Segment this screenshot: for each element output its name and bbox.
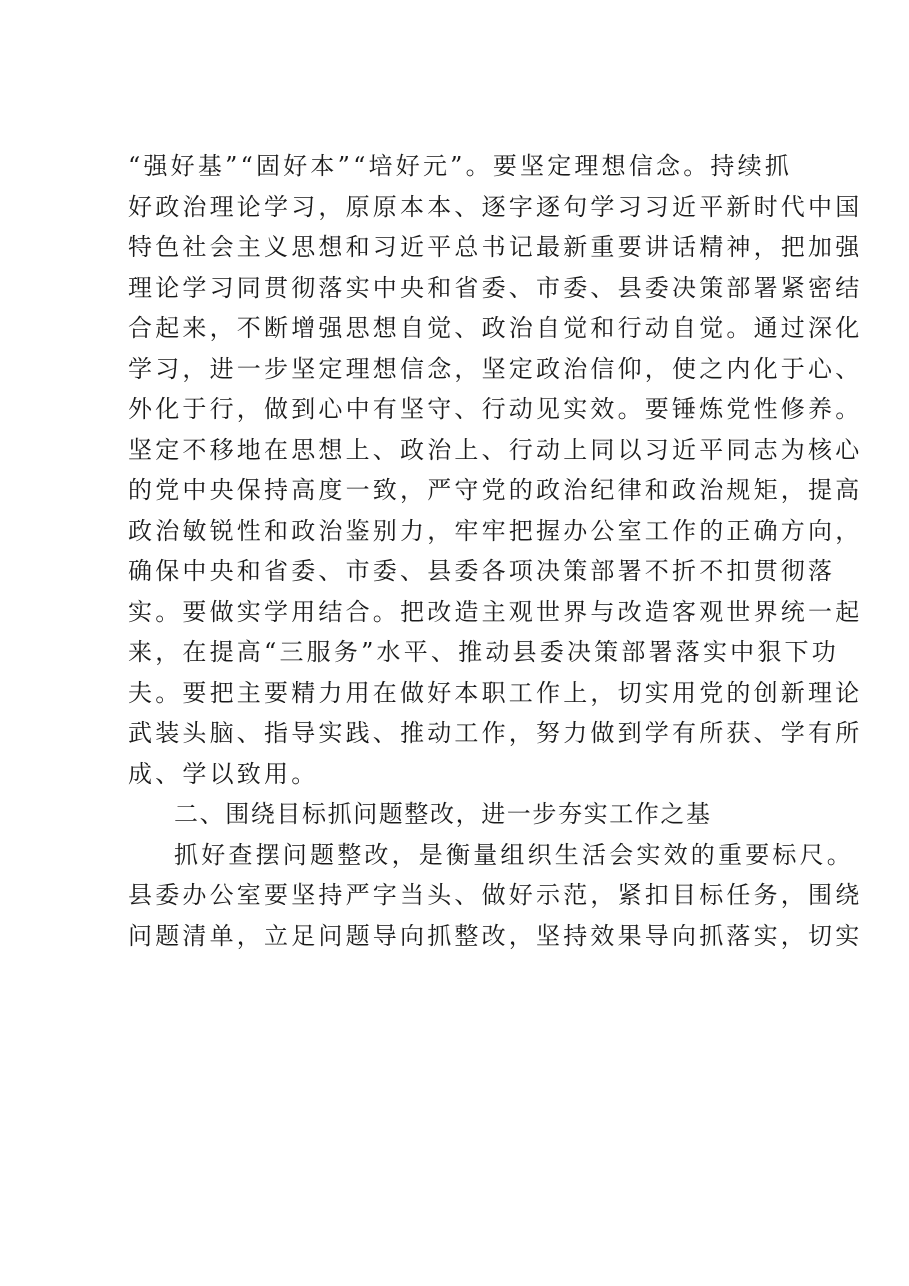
paragraph-line: 成、学以致用。 — [128, 759, 319, 788]
paragraph-line: 县委办公室要坚持严字当头、做好示范，紧扣目标任务，围绕 — [128, 881, 863, 909]
paragraph-line: 外化于行，做到心中有坚守、行动见实效。要锤炼党性修养。 — [128, 395, 863, 423]
paragraph-2 — [128, 835, 863, 957]
paragraph-line: 来，在提高“三服务”水平、推动县委决策部署落实中狠下功 — [128, 638, 839, 666]
paragraph-line: 政治敏锐性和政治鉴别力，牢牢把握办公室工作的正确方向， — [128, 516, 863, 545]
paragraph-line: 问题清单，立足问题导向抓整改，坚持效果导向抓落实，切实 — [128, 921, 863, 950]
paragraph-line: 理论学习同贯彻落实中央和省委、市委、县委决策部署紧密结 — [128, 273, 863, 302]
paragraph-line: 确保中央和省委、市委、县委各项决策部署不折不扣贯彻落 — [128, 557, 836, 585]
document-body — [128, 146, 863, 956]
paragraph-line: 实。要做实学用结合。把改造主观世界与改造客观世界统一起 — [128, 597, 863, 626]
paragraph-line: 武装头脑、指导实践、推动工作，努力做到学有所获、学有所 — [128, 719, 863, 747]
paragraph-line: 合起来，不断增强思想自觉、政治自觉和行动自觉。通过深化 — [128, 314, 863, 342]
paragraph-line: 抓好查摆问题整改，是衡量组织生活会实效的重要标尺。 — [174, 840, 854, 869]
section-heading: 二、围绕目标抓问题整改，进一步夯实工作之基 — [174, 800, 712, 828]
paragraph-line: “强好基”“固好本”“培好元”。要坚定理想信念。持续抓 — [128, 152, 793, 180]
paragraph-line: 特色社会主义思想和习近平总书记最新重要讲话精神，把加强 — [128, 233, 863, 261]
paragraph-1 — [128, 146, 863, 794]
paragraph-line: 坚定不移地在思想上、政治上、行动上同以习近平同志为核心 — [128, 435, 863, 464]
paragraph-line: 好政治理论学习，原原本本、逐字逐句学习习近平新时代中国 — [128, 192, 863, 221]
paragraph-line: 的党中央保持高度一致，严守党的政治纪律和政治规矩，提高 — [128, 476, 863, 504]
paragraph-line: 夫。要把主要精力用在做好本职工作上，切实用党的创新理论 — [128, 678, 863, 707]
paragraph-line: 学习，进一步坚定理想信念，坚定政治信仰，使之内化于心、 — [128, 354, 863, 383]
